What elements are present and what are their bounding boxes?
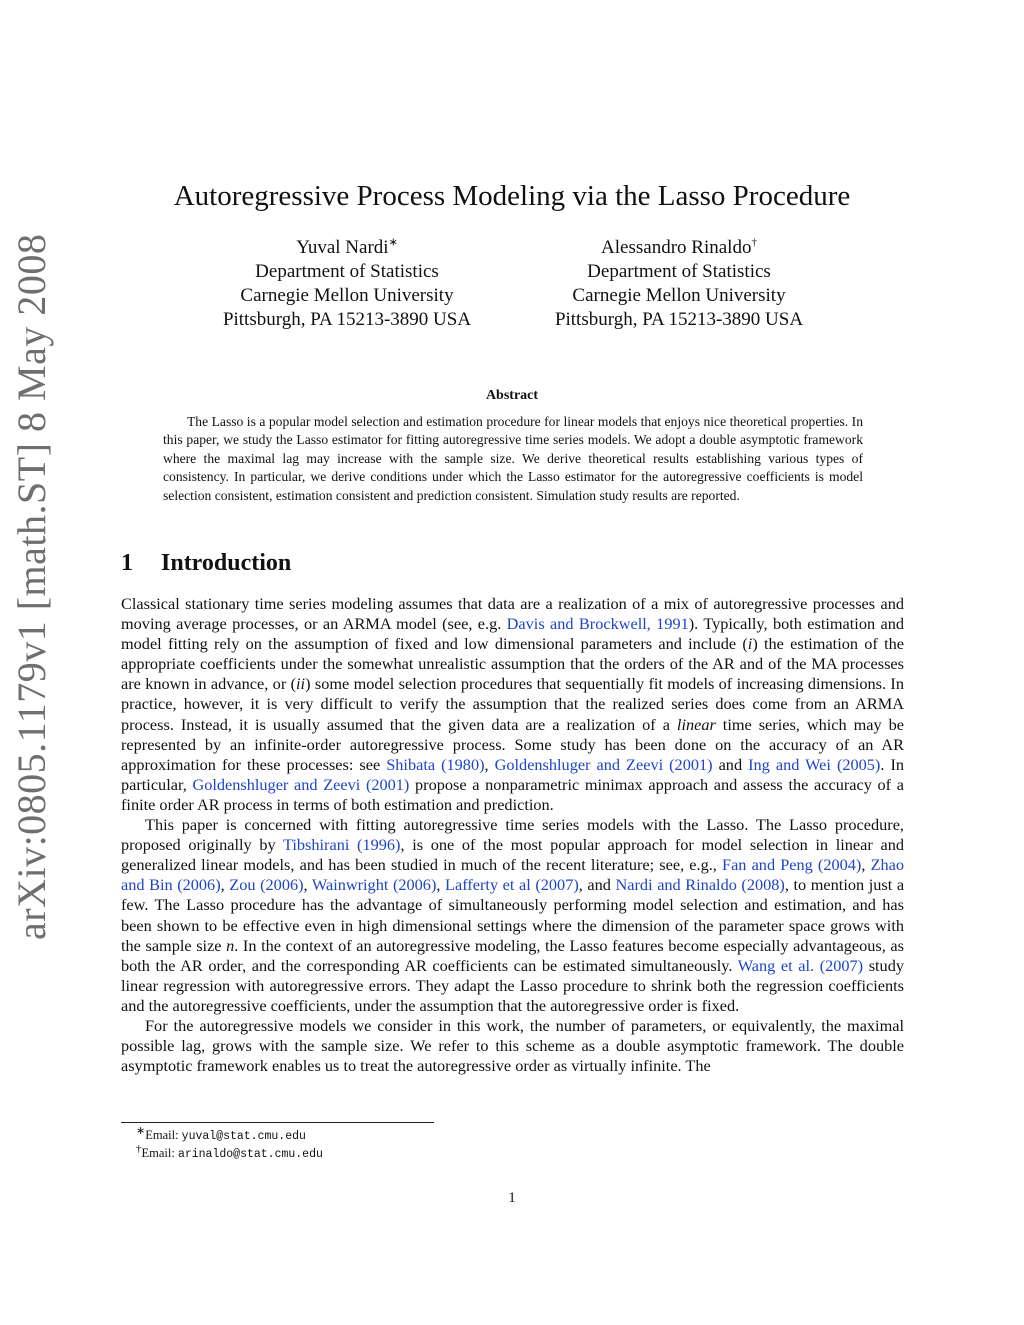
section-title: Introduction xyxy=(161,550,292,576)
body-text xyxy=(121,594,904,1076)
footnotes xyxy=(136,1124,323,1163)
arxiv-identifier-stamp: arXiv:0805.1179v1 [math.ST] 8 May 2008 xyxy=(9,233,54,940)
email-address: arinaldo@stat.cmu.edu xyxy=(177,1148,323,1161)
paper-title: Autoregressive Process Modeling via the Lasso Procedure xyxy=(173,180,851,212)
citation-link[interactable]: Wainwright (2006) xyxy=(311,875,437,895)
section-heading xyxy=(121,550,291,577)
footnote-divider xyxy=(121,1122,434,1123)
citation-link[interactable]: Zou (2006) xyxy=(229,875,304,895)
citation-link[interactable]: Tibshirani (1996) xyxy=(283,835,401,855)
footnote-mark: † xyxy=(751,236,757,249)
author-university: Carnegie Mellon University xyxy=(240,285,454,306)
page-number: 1 xyxy=(508,1190,516,1206)
citation-link[interactable]: Lafferty et al (2007) xyxy=(445,875,579,895)
author-address: Pittsburgh, PA 15213-3890 USA xyxy=(554,309,804,330)
author-department: Department of Statistics xyxy=(255,261,439,282)
paragraph-1: Classical stationary time series modeling assumes that data are a realization of a mix of autoregressive processes and moving average processes, or an ARMA model (see, e.g. Davis and Brockwell, 1991). Typically, both estimation and model fitting rely on the assumption of fixed and low dimensional parameters and include (i) the estimation of the appropriate coefficients under the somewhat unrealistic assumption that the orders of the AR and of the MA processes are known in advance, or (ii) some model selection procedures that sequentially fit models of increasing dimensions. In practice, however, it is very difficult to verify the assumption that the realized series does come from an ARMA process. Instead, it is usually assumed that the given data are a realization of a linear time series, which may be represented by an infinite-order autoregressive process. Some study has been done on the accuracy of an AR approximation for these processes: see Shibata (1980), Goldenshluger and Zeevi (2001) and Ing and Wei (2005). In particular, Goldenshluger and Zeevi (2001) propose a nonparametric minimax approach and assess the accuracy of a finite order AR process in terms of both estimation and prediction. xyxy=(121,594,905,814)
citation-link[interactable]: Fan and Peng (2004) xyxy=(722,855,862,875)
paragraph-2: This paper is concerned with fitting autoregressive time series models with the Lasso. The Lasso procedure, proposed originally by Tibshirani (1996), is one of the most popular approach for model selection in linear and generalized linear models, and has been studied in much of the recent literature; see, e.g., Fan and Peng (2004), Zhao and Bin (2006), Zou (2006), Wainwright (2006), Lafferty et al (2007), and Nardi and Rinaldo (2008), to mention just a few. The Lasso procedure has the advantage of simultaneously performing model selection and estimation, and has been shown to be effective even in high dimensional settings where the dimension of the parameter space grows with the sample size n. In the context of an autoregressive modeling, the Lasso features become especially advantageous, as both the AR order, and the corresponding AR coefficients can be estimated simultaneously. Wang et al. (2007) study linear regression with autoregressive errors. They adapt the Lasso procedure to shrink both the regression coefficients and the autoregressive coefficients, under the assumption that the autoregressive order is fixed. xyxy=(121,815,905,1015)
citation-link[interactable]: Shibata (1980) xyxy=(386,754,485,774)
author-name: Alessandro Rinaldo† xyxy=(601,236,757,258)
abstract-text: The Lasso is a popular model selection and estimation procedure for linear models that enjoys nice theoretical properties. In this paper, we study the Lasso estimator for fitting autoregressive time series models. We adopt a double asymptotic framework where the maximal lag may increase with the sample size. We derive theoretical results establishing various types of consistency. In particular, we derive conditions under which the Lasso estimator for the autoregressive coefficients is model selection consistent, estimation consistent and prediction consistent. Simulation study results are reported. xyxy=(163,414,863,503)
citation-link[interactable]: Davis and Brockwell, 1991 xyxy=(506,614,689,634)
citation-link[interactable]: Goldenshluger and Zeevi (2001) xyxy=(494,754,713,774)
author-university: Carnegie Mellon University xyxy=(572,285,786,306)
email-address: yuval@stat.cmu.edu xyxy=(181,1130,306,1143)
author-address: Pittsburgh, PA 15213-3890 USA xyxy=(222,309,472,330)
citation-link[interactable]: Wang et al. (2007) xyxy=(737,955,864,975)
abstract-heading: Abstract xyxy=(485,388,539,403)
section-number: 1 xyxy=(121,550,133,576)
author-block-2 xyxy=(532,236,826,332)
citation-link[interactable]: Nardi and Rinaldo (2008) xyxy=(615,875,785,895)
footnote-2: †Email: arinaldo@stat.cmu.edu xyxy=(136,1142,323,1161)
footnote-mark: ∗ xyxy=(388,236,398,249)
author-department: Department of Statistics xyxy=(587,261,771,282)
footnote-1: ∗Email: yuval@stat.cmu.edu xyxy=(136,1124,306,1143)
citation-link[interactable]: Goldenshluger and Zeevi (2001) xyxy=(192,774,410,794)
author-block-1 xyxy=(200,236,494,332)
citation-link[interactable]: Ing and Wei (2005) xyxy=(748,754,881,774)
author-name: Yuval Nardi∗ xyxy=(296,236,398,258)
paragraph-3: For the autoregressive models we consider in this work, the number of parameters, or equivalently, the maximal possible lag, grows with the sample size. We refer to this scheme as a double asymptotic framework. The double asymptotic framework enables us to treat the autoregressive order as virtually infinite. The xyxy=(121,1015,904,1076)
citation-link[interactable]: Zhao and Bin (2006) xyxy=(121,855,905,895)
